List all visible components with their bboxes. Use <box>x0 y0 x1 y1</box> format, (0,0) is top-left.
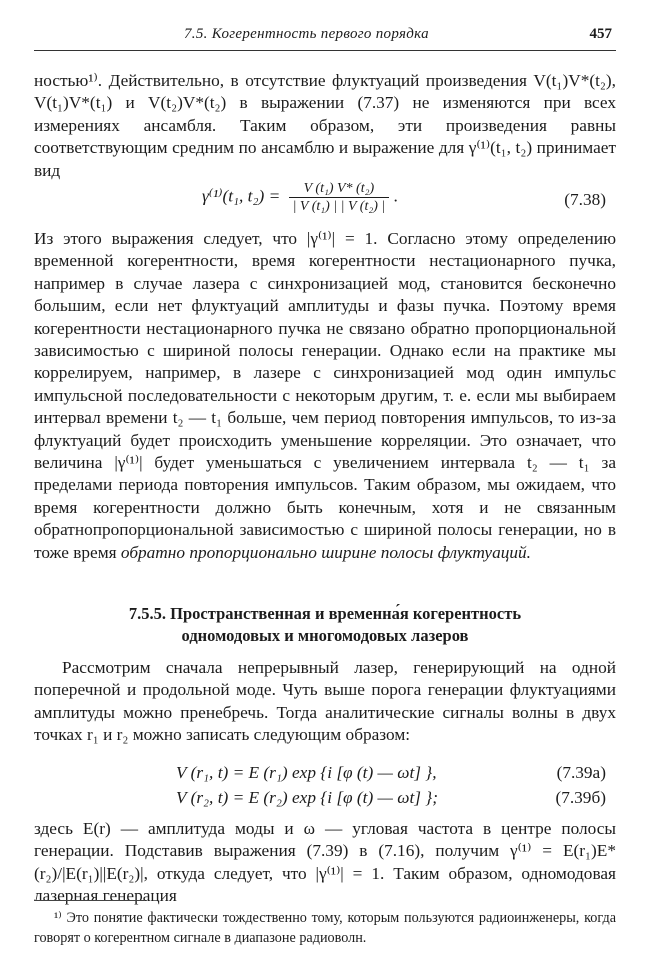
paragraph-2 <box>34 228 616 564</box>
equation-7-38-lhs: γ⁽¹⁾(t₁, t₂) = <box>202 186 281 206</box>
equation-7-39b-body: V (r₂, t) = E (r₂) exp {i [φ (t) — ωt] }; <box>176 788 438 807</box>
equation-7-38-body <box>202 180 398 215</box>
header-rule <box>34 50 616 51</box>
equation-7-39a <box>34 763 616 787</box>
section-heading-line-2: одномодовых и многомодовых лазеров <box>181 626 469 645</box>
paragraph-1 <box>34 70 616 182</box>
paragraph-2-italic: обратно пропорционально ширине полосы флуктуаций. <box>120 542 531 562</box>
equation-7-38-numerator: V (t₁) V* (t₂) <box>289 180 390 198</box>
equation-7-38-fraction <box>289 180 390 215</box>
page-number: 457 <box>589 26 612 42</box>
footnote-rule <box>34 900 144 901</box>
paragraph-3-text: Рассмотрим сначала непрерывный лазер, генерирующий на одной поперечной и продольной моде. Чуть выше порога генерации флуктуациями амплитуды можно пренебречь. Тогда аналитические сигналы волны в двух точках r₁ и r₂ можно записать следующим образом: <box>34 658 616 745</box>
paragraph-3 <box>34 657 616 747</box>
equation-7-39b-number: (7.39б) <box>555 788 606 807</box>
equation-7-38 <box>34 180 616 224</box>
equation-7-38-number: (7.38) <box>564 190 606 209</box>
footnote: ¹⁾ Это понятие фактически тождественно тому, которым пользуются радиоинженеры, когда говорят о когерентном сигнале в диапазоне радиоволн. <box>34 910 616 946</box>
paragraph-2-text <box>34 228 616 564</box>
equation-7-39a-number: (7.39a) <box>556 763 606 782</box>
paragraph-2-main: Из этого выражения следует, что |γ⁽¹⁾| = 1. Согласно этому определению временной когерентности, время когерентности нестационарного пучка, например в случае лазера с синхронизацией мод, становится бесконечно большим, если нет флуктуаций амплитуды и фазы пучка. Поэтому время когерентности нестационарного пучка не связано обратно пропорциональной зависимостью с шириной полосы генерации. Однако если на практике мы коррелируем, например, в лазере с синхронизацией мод один импульс импульсной последовательности с некоторым другим, т. е. если мы выбираем интервал времени t₂ — t₁ больше, чем период повторения импульсов, то из-за флуктуаций будет происходить уменьшение корреляции. Это означает, что величина |γ⁽¹⁾| будет уменьшаться с увеличением интервала t₂ — t₁ за пределами периода повторения импульсов. Таким образом, мы ожидаем, что время когерентности должно быть конечным, хотя и не связанным обратнопропорциональной зависимостью с шириной полосы генерации, но в тоже время <box>34 229 616 562</box>
section-heading <box>34 603 616 647</box>
paragraph-4 <box>34 818 616 908</box>
paragraph-1-text: ностью¹⁾. Действительно, в отсутствие флуктуаций произведения V(t₁)V*(t₂), V(t₁)V*(t₁) и V(t₂)V*(t₂) в выражении (7.37) не изменяются при всех измерениях ансамбля. Таким образом, эти произведения равны соответствующим средним по ансамблю и выражение для γ⁽¹⁾(t₁, t₂) принимает вид <box>34 71 616 180</box>
section-heading-line-1: 7.5.5. Пространственная и временна́я когерентность <box>128 604 522 623</box>
page-header <box>34 26 616 48</box>
equation-7-38-trail: . <box>393 186 398 206</box>
paragraph-4-text: здесь E(r) — амплитуда моды и ω — угловая частота в центре полосы генерации. Подставив выражения (7.39) в (7.16), получим γ⁽¹⁾ = E(r₁)E*(r₂)/|E(r₁)||E(r₂)|, откуда следует, что |γ⁽¹⁾| = 1. Таким образом, одномодовая лазерная генерация <box>34 819 616 906</box>
equation-7-39a-body: V (r₁, t) = E (r₁) exp {i [φ (t) — ωt] }, <box>176 763 437 782</box>
equation-7-38-denominator: | V (t₁) | | V (t₂) | <box>292 199 386 214</box>
equation-7-39b <box>34 788 616 812</box>
running-head: 7.5. Когерентность первого порядка <box>184 26 429 42</box>
